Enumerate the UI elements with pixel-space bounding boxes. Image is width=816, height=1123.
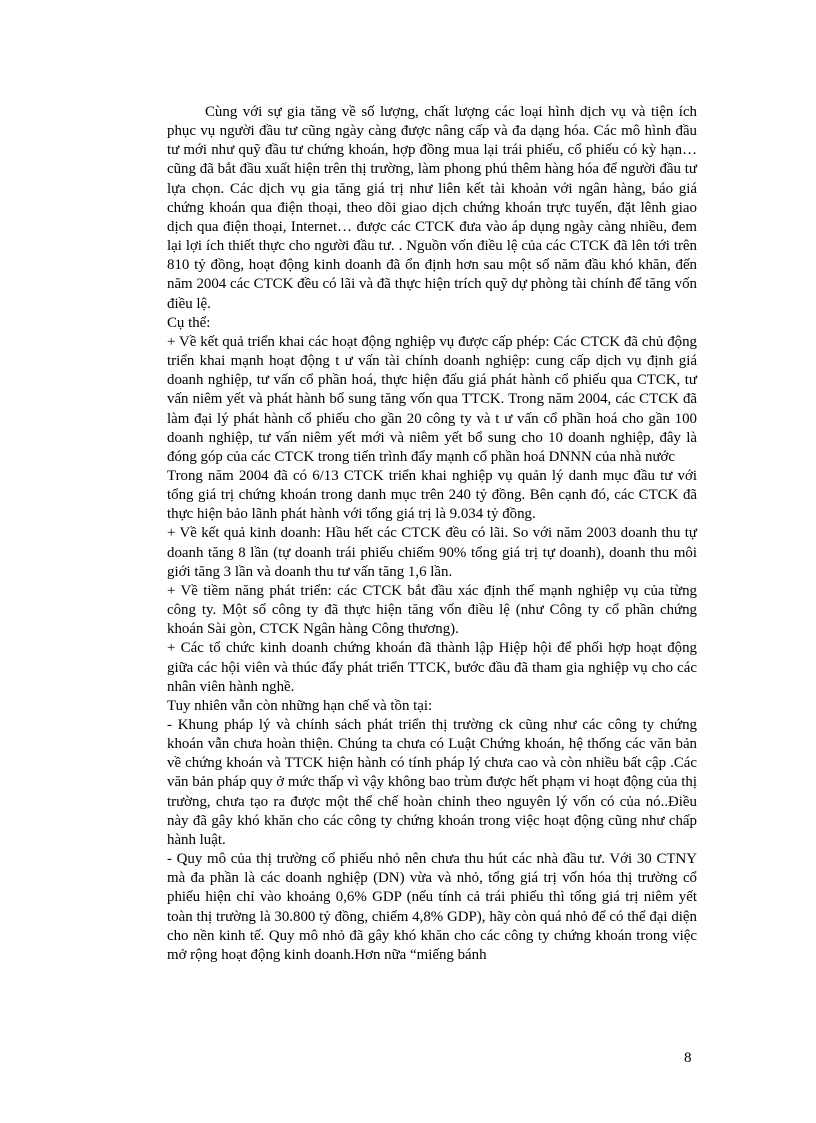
paragraph-business-results: + Về kết quả kinh doanh: Hầu hết các CTCK đều có lãi. So với năm 2003 doanh thu tự doanh tăng 8 lần (tự doanh trái phiếu chiếm 90% tổng giá trị tự doanh), doanh thu môi giới tăng 3 lần và doanh thu tư vấn tăng 1,6 lần. (167, 525, 697, 580)
paragraph-association: + Các tổ chức kinh doanh chứng khoán đã thành lập Hiệp hội để phối hợp hoạt động giữa các hội viên và thúc đẩy phát triển TTCK, bước đầu đã tham gia nghiệp vụ cho các nhân viên hành nghề. (167, 640, 697, 695)
paragraph-intro: Cùng với sự gia tăng về số lượng, chất lượng các loại hình dịch vụ và tiện ích phục vụ người đầu tư cũng ngày càng được nâng cấp và đa dạng hóa. Các mô hình đầu tư mới như quỹ đầu tư chứng khoán, hợp đồng mua lại trái phiếu, cổ phiếu có kỳ hạn… cũng đã bắt đầu xuất hiện trên thị trường, làm phong phú thêm hàng hóa để người đầu tư lựa chọn. Các dịch vụ gia tăng giá trị như liên kết tài khoản với ngân hàng, báo giá chứng khoán qua điện thoại, theo dõi giao dịch chứng khoán trực tuyến, đặt lênh giao dịch qua điện thoại, Internet… được các CTCK đưa vào áp dụng ngày càng nhiều, đem lại lợi ích thiết thực cho người đầu tư. . Nguồn vốn điều lệ của các CTCK đã lên tới trên 810 tỷ đồng, hoạt động kinh doanh đã ổn định hơn sau một số năm đầu khó khăn, đến năm 2004 các CTCK đều có lãi và đã thực hiện trích quỹ dự phòng tài chính để tăng vốn điều lệ. (167, 104, 697, 312)
paragraph-specifics-heading: Cụ thể: (167, 314, 211, 331)
paragraph-legal-framework: - Khung pháp lý và chính sách phát triển thị trường ck cũng như các công ty chứng khoán vẫn chưa hoàn thiện. Chúng ta chưa có Luật Chứng khoán, hệ thống các văn bản về chứng khoán và TTCK hiện hành có tính pháp lý chưa cao và còn nhiều bất cập .Các văn bản pháp quy ở mức thấp vì vậy không bao trùm được hết phạm vi hoạt động của thị trường, chưa tạo ra được một thể chế hoàn chỉnh theo nguyên lý vốn có của nó..Điều này đã gây khó khăn cho các công ty chứng khoán trong việc hoạt động cũng như chấp hành luật. (167, 717, 697, 848)
document-body (167, 103, 697, 965)
paragraph-growth-potential: + Về tiềm năng phát triển: các CTCK bắt đầu xác định thế mạnh nghiệp vụ của từng công ty. Một số công ty đã thực hiện tăng vốn điều lệ (như Công ty cổ phần chứng khoán Sài gòn, CTCK Ngân hàng Công thương). (167, 582, 697, 638)
page-number: 8 (684, 1050, 692, 1066)
paragraph-market-scale: - Quy mô của thị trường cổ phiếu nhỏ nên chưa thu hút các nhà đầu tư. Với 30 CTNY mà đa phần là các doanh nghiệp (DN) vừa và nhỏ, tổng giá trị vốn hóa thị trường cổ phiếu hiện chỉ vào khoảng 0,6% GDP (nếu tính cả trái phiếu thì tổng giá trị niêm yết toàn thị trường là 30.800 tỷ đồng, chiếm 4,8% GDP), hãy còn quá nhỏ để có thể đại diện cho nền kinh tế. Quy mô nhỏ đã gây khó khăn cho các công ty chứng khoán trong việc mở rộng hoạt động kinh doanh.Hơn nữa “miếng bánh (167, 851, 697, 963)
paragraph-limitations-heading: Tuy nhiên vẫn còn những hạn chế và tồn tại: (167, 697, 433, 714)
paragraph-portfolio-management: Trong năm 2004 đã có 6/13 CTCK triển khai nghiệp vụ quản lý danh mục đầu tư với tổng giá trị chứng khoán trong danh mục trên 240 tỷ đồng. Bên cạnh đó, các CTCK đã thực hiện bảo lãnh phát hành với tổng giá trị là 9.034 tỷ đồng. (167, 467, 697, 523)
paragraph-licensed-operations: + Về kết quả triển khai các hoạt động nghiệp vụ được cấp phép: Các CTCK đã chủ động triển khai mạnh hoạt động t ư vấn tài chính doanh nghiệp: cung cấp dịch vụ định giá doanh nghiệp, tư vấn cổ phần hoá, thực hiện đấu giá phát hành cổ phiếu qua CTCK, tư vấn niêm yết và phát hành bổ sung tăng vốn qua TTCK. Trong năm 2004, các CTCK đã làm đại lý phát hành cổ phiếu cho gần 20 công ty và t ư vấn cổ phần hoá cho gần 100 doanh nghiệp, tư vấn niêm yết mới và niêm yết bổ sung cho 10 doanh nghiệp, đây là đóng góp của các CTCK trong tiến trình đẩy mạnh cổ phần hoá DNNN của nhà nước (167, 333, 697, 465)
